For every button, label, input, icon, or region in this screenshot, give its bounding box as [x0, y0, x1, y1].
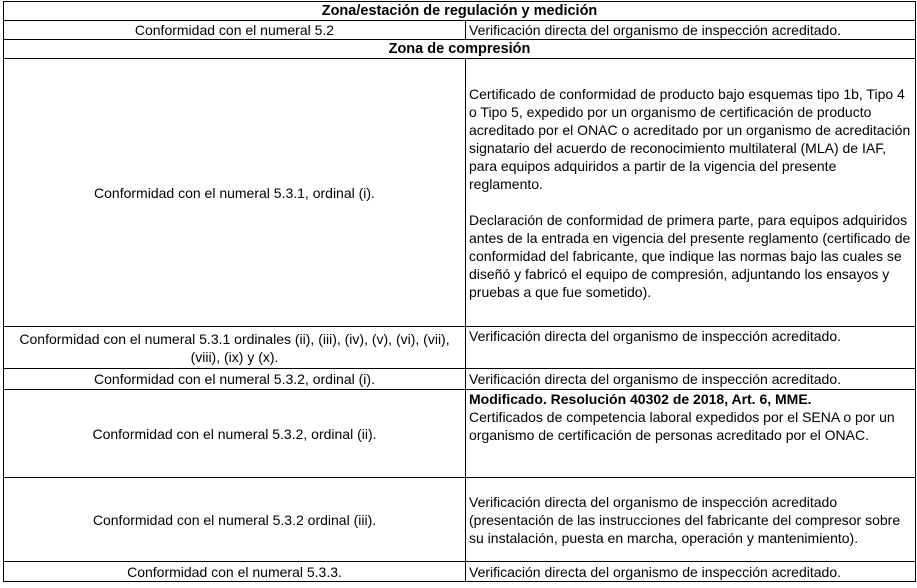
table-row	[4, 562, 916, 582]
evidence-cell: Verificación directa del organismo de inspección acreditado (presentación de las instrucciones del fabricante del compresor sobre su instalación, puesta en marcha, operación y mantenimiento).	[466, 478, 916, 562]
paragraph-spacer	[469, 193, 912, 211]
table-row	[4, 327, 916, 369]
requirement-cell: Conformidad con el numeral 5.3.2, ordinal (i).	[4, 369, 466, 390]
evidence-cell: Verificación directa del organismo de inspección acreditado.	[466, 327, 916, 369]
evidence-cell	[466, 390, 916, 478]
table-row	[4, 478, 916, 562]
evidence-cell: Verificación directa del organismo de inspección acreditado.	[466, 562, 916, 582]
requirement-cell: Conformidad con el numeral 5.3.2 ordinal (iii).	[4, 478, 466, 562]
section-header-row	[4, 40, 916, 59]
section-header-row	[4, 2, 916, 21]
modification-note: Modificado. Resolución 40302 de 2018, Art. 6, MME.	[469, 391, 812, 407]
evidence-paragraph-certificado: Certificado de conformidad de producto bajo esquemas tipo 1b, Tipo 4 o Tipo 5, expedido por un organismo de certificación de producto acreditado por el ONAC o acreditado por un organismo de acreditación signatario del acuerdo de reconocimiento multilateral (MLA) de IAF, para equipos adquiridos a partir de la vigencia del presente reglamento.	[469, 85, 911, 192]
requirement-cell: Conformidad con el numeral 5.3.1, ordinal (i).	[4, 59, 466, 327]
evidence-cell: Verificación directa del organismo de inspección acreditado.	[466, 369, 916, 390]
requirement-cell: Conformidad con el numeral 5.3.3.	[4, 562, 466, 582]
evidence-cell: Verificación directa del organismo de inspección acreditado.	[466, 21, 916, 40]
section-title-regulacion: Zona/estación de regulación y medición	[4, 2, 916, 21]
table-row	[4, 369, 916, 390]
requirement-cell: Conformidad con el numeral 5.3.1 ordinales (ii), (iii), (iv), (v), (vi), (vii), (viii), (ix) y (x).	[4, 327, 466, 369]
evidence-cell	[466, 59, 916, 327]
table-row	[4, 21, 916, 40]
requirement-cell: Conformidad con el numeral 5.2	[4, 21, 466, 40]
evidence-paragraph: Certificados de competencia laboral expedidos por el SENA o por un organismo de certificación de personas acreditado por el ONAC.	[469, 409, 895, 443]
requirement-cell: Conformidad con el numeral 5.3.2, ordinal (ii).	[4, 390, 466, 478]
evidence-paragraph-declaracion: Declaración de conformidad de primera parte, para equipos adquiridos antes de la entrada en vigencia del presente reglamento (certificado de conformidad del fabricante, que indique las normas bajo las cuales se diseñó y fabricó el equipo de compresión, adjuntando los ensayos y pruebas a que fue sometido).	[469, 211, 911, 300]
conformity-table	[3, 1, 916, 582]
table-row	[4, 59, 916, 327]
section-title-compresion: Zona de compresión	[4, 40, 916, 59]
table-row	[4, 390, 916, 478]
